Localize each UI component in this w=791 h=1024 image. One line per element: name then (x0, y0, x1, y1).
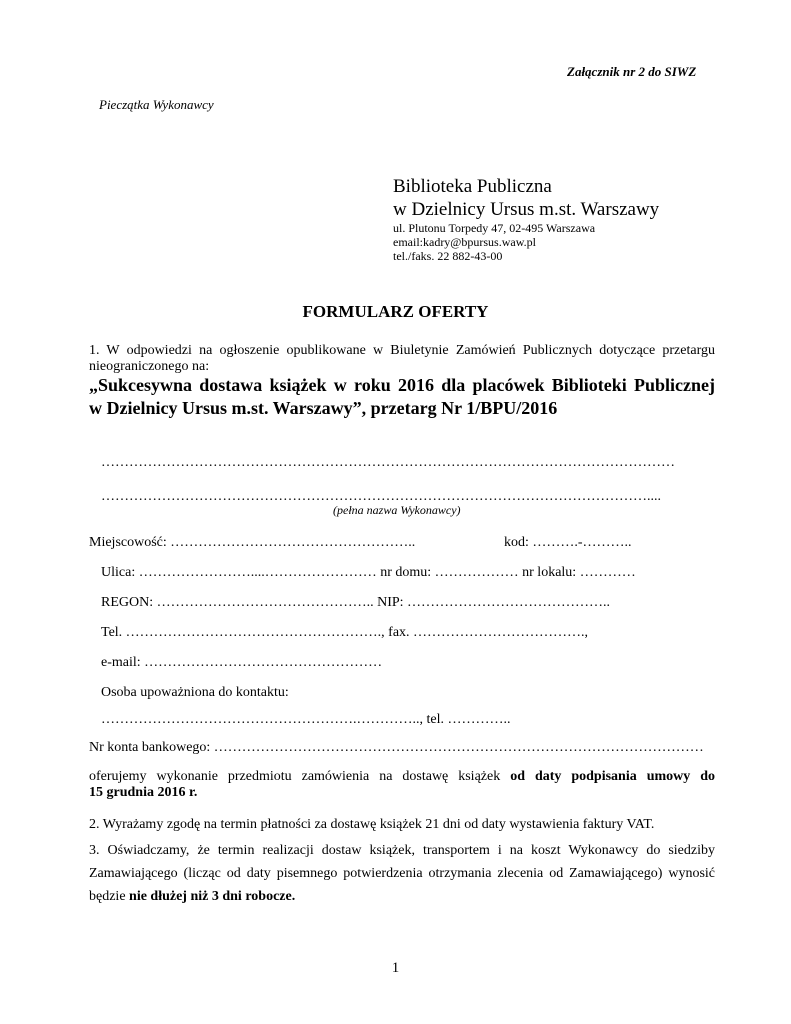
intro-line1: 1. W odpowiedzi na ogłoszenie opublikowane w Biuletynie Zamówień Publicznych dotyczące przetargu (89, 343, 715, 358)
offer-line1 (89, 769, 715, 785)
recipient-name-line1: Biblioteka Publiczna (393, 176, 552, 197)
tel-fax-field: Tel. ………………………………………………., fax. ………………………………., (101, 625, 589, 640)
recipient-email: email:kadry@bpursus.waw.pl (393, 235, 536, 249)
street-field: Ulica: ……………………....…………………… nr domu: ……………… nr lokalu: ………… (101, 565, 636, 580)
offer-date-bold: od daty podpisania umowy do (510, 769, 716, 784)
point-2: 2. Wyrażamy zgodę na termin płatności za dostawę książek 21 dni od daty wystawienia faktury VAT. (89, 817, 655, 832)
point-3-text: będzie (89, 889, 126, 904)
email-field: e-mail: …………………………………………… (101, 655, 383, 670)
recipient-name-line2: w Dzielnicy Ursus m.st. Warszawy (393, 199, 660, 220)
intro-line2: nieograniczonego na: (89, 359, 210, 374)
recipient-phone: tel./faks. 22 882-43-00 (393, 249, 503, 263)
subject-line1: „Sukcesywna dostawa książek w roku 2016 dla placówek Biblioteki Publicznej (89, 375, 715, 395)
recipient-address: ul. Plutonu Torpedy 47, 02-495 Warszawa (393, 221, 596, 235)
city-field: Miejscowość: …………………………………………….. (89, 535, 416, 550)
contact-person-field: ……………………………………………….………….., tel. ………….. (101, 712, 511, 727)
contact-person-label: Osoba upoważniona do kontaktu: (101, 685, 289, 700)
postcode-field: kod: ……….-……….. (504, 535, 632, 550)
stamp-label: Pieczątka Wykonawcy (99, 97, 214, 112)
point-3-line3 (89, 889, 295, 905)
regon-nip-field: REGON: ……………………………………….. NIP: …………………………………….. (101, 595, 611, 610)
page-number: 1 (391, 960, 400, 976)
subject-line2: w Dzielnicy Ursus m.st. Warszawy”, przetarg Nr 1/BPU/2016 (89, 398, 558, 418)
point-3-line1: 3. Oświadczamy, że termin realizacji dostaw książek, transportem i na koszt Wykonawcy do siedziby (89, 843, 715, 858)
contractor-name-caption: (pełna nazwa Wykonawcy) (333, 503, 461, 517)
contractor-name-dots-2: ……………………………………………………………………………………………………….... (101, 489, 661, 504)
bank-account-field: Nr konta bankowego: …………………………………………………………………………………………… (89, 740, 704, 755)
offer-line2: 15 grudnia 2016 r. (89, 785, 198, 800)
contractor-name-dots-1: …………………………………………………………………………………………………………… (101, 455, 675, 470)
page-title: FORMULARZ OFERTY (302, 302, 489, 321)
point-3-bold: nie dłużej niż 3 dni robocze. (129, 889, 296, 904)
point-3-line2: Zamawiającego (licząc od daty pisemnego potwierdzenia otrzymania zlecenia od Zamawiającego) wynosić (89, 866, 715, 881)
offer-text: oferujemy wykonanie przedmiotu zamówienia na dostawę książek (89, 769, 501, 784)
attachment-label: Załącznik nr 2 do SIWZ (567, 64, 697, 79)
